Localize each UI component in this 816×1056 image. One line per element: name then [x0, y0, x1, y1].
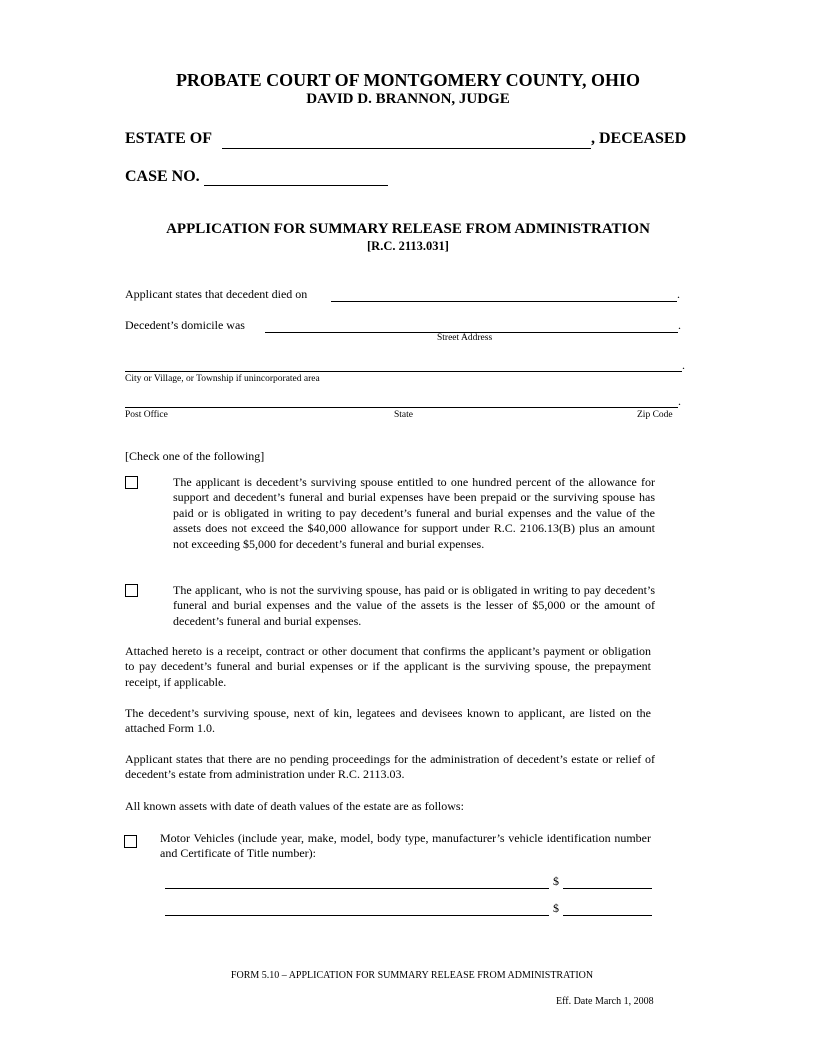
form-title: APPLICATION FOR SUMMARY RELEASE FROM ADMINISTRATION [166, 221, 650, 237]
case-no-label: CASE NO. [125, 168, 200, 185]
motor-vehicle-description-1[interactable] [165, 888, 549, 889]
non-spouse-checkbox[interactable] [125, 584, 138, 597]
post-office-state-zip-field[interactable] [125, 407, 678, 408]
surviving-spouse-checkbox[interactable] [125, 476, 138, 489]
date-of-death-period: . [677, 287, 680, 301]
domicile-label: Decedent’s domicile was [125, 318, 245, 332]
receipt-paragraph: Attached hereto is a receipt, contract or other document that confirms the applicant’s payment or obligation to pay decedent’s funeral and burial expenses or if the applicant is the surviving spouse, the prepayment receipt, if applicable. [125, 644, 651, 689]
domicile-period: . [678, 318, 681, 332]
estate-name-field[interactable] [222, 148, 591, 149]
check-instruction: [Check one of the following] [125, 449, 265, 463]
post-office-caption: Post Office [125, 410, 168, 420]
motor-vehicles-text: Motor Vehicles (include year, make, model, body type, manufacturer’s vehicle identification number and Certificate of Title number): [160, 831, 651, 861]
dollar-sign-1: $ [553, 874, 559, 888]
zip-code-caption: Zip Code [637, 410, 673, 420]
date-of-death-label: Applicant states that decedent died on [125, 287, 308, 301]
non-spouse-option-text: The applicant, who is not the surviving spouse, has paid or is obligated in writing to pay decedent’s funeral and burial expenses and the value of the assets is the lesser of $5,000 or the amount of decedent’s funeral and burial expenses. [173, 583, 655, 628]
effective-date: Eff. Date March 1, 2008 [556, 996, 654, 1007]
motor-vehicle-value-2[interactable] [563, 915, 652, 916]
next-of-kin-paragraph: The decedent’s surviving spouse, next of kin, legatees and devisees known to applicant, are listed on the attached Form 1.0. [125, 706, 651, 736]
estate-label: ESTATE OF [125, 130, 212, 147]
pending-proceedings-paragraph: Applicant states that there are no pending proceedings for the administration of decedent’s estate or relief of decedent’s estate from administration under R.C. 2113.03. [125, 752, 655, 782]
street-address-caption: Street Address [437, 333, 493, 343]
city-period: . [682, 358, 685, 372]
court-name: PROBATE COURT OF MONTGOMERY COUNTY, OHIO [175, 70, 641, 90]
city-field[interactable] [125, 371, 682, 372]
statute-reference: [R.C. 2113.031] [367, 239, 449, 253]
state-caption: State [394, 410, 413, 420]
city-caption: City or Village, or Township if unincorporated area [125, 374, 320, 384]
assets-intro-paragraph: All known assets with date of death values of the estate are as follows: [125, 799, 464, 813]
motor-vehicle-description-2[interactable] [165, 915, 549, 916]
motor-vehicles-checkbox[interactable] [124, 835, 137, 848]
post-office-period: . [678, 394, 681, 408]
dollar-sign-2: $ [553, 901, 559, 915]
motor-vehicle-value-1[interactable] [563, 888, 652, 889]
surviving-spouse-option-text: The applicant is decedent’s surviving spouse entitled to one hundred percent of the allowance for support and decedent’s funeral and burial expenses have been prepaid or the surviving spouse has paid or is obligated in writing to pay decedent’s funeral and burial expenses and the value of the assets does not exceed the $40,000 allowance for support under R.C. 2106.13(B) plus an amount not exceeding $5,000 for decedent’s funeral and burial expenses. [173, 475, 655, 551]
judge-name: DAVID D. BRANNON, JUDGE [306, 91, 510, 107]
date-of-death-field[interactable] [331, 301, 677, 302]
form-footer: FORM 5.10 – APPLICATION FOR SUMMARY RELEASE FROM ADMINISTRATION [230, 970, 594, 981]
case-no-field[interactable] [204, 185, 388, 186]
deceased-label: , DECEASED [591, 130, 687, 147]
